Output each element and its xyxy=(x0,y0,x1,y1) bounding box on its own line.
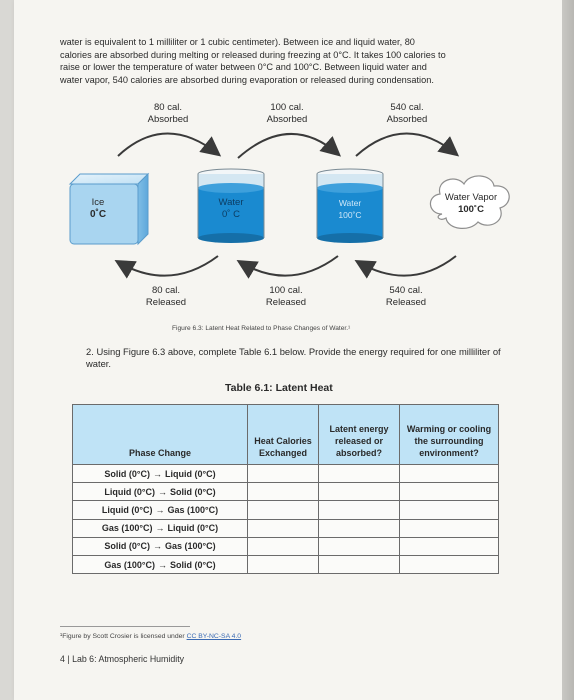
header-latent-energy: Latent energy released or absorbed? xyxy=(319,405,400,465)
vapor-label xyxy=(436,192,506,216)
arrow-icon: → xyxy=(152,541,162,552)
table-row xyxy=(73,465,499,483)
warming-cooling-cell[interactable] xyxy=(400,483,499,501)
heat-calories-cell[interactable] xyxy=(248,537,319,555)
license-link[interactable]: CC BY-NC-SA 4.0 xyxy=(186,633,242,640)
latent-energy-cell[interactable] xyxy=(319,501,400,519)
latent-energy-cell[interactable] xyxy=(319,465,400,483)
bottom-label-1-action: Released xyxy=(145,297,187,308)
phase-from: Solid (0°C) xyxy=(104,468,150,479)
table-row xyxy=(73,483,499,501)
phase-to: Solid (0°C) xyxy=(170,559,216,570)
warming-cooling-cell[interactable] xyxy=(400,537,499,555)
latent-energy-cell[interactable] xyxy=(319,537,400,555)
top-label-1-amount: 80 cal. xyxy=(154,102,182,113)
bottom-label-3-amount: 540 cal. xyxy=(389,285,423,296)
heat-calories-cell[interactable] xyxy=(248,555,319,573)
vapor-temp: 100˚C xyxy=(458,204,484,215)
top-label-2 xyxy=(258,102,316,126)
phase-to: Gas (100°C) xyxy=(164,541,216,552)
phase-from: Gas (100°C) xyxy=(104,559,155,570)
top-label-3-action: Absorbed xyxy=(386,114,428,125)
phase-to: Gas (100°C) xyxy=(167,504,219,515)
vapor-name: Water Vapor xyxy=(444,192,498,203)
water-100c-temp: 100˚C xyxy=(338,210,362,220)
page-footer: 4 | Lab 6: Atmospheric Humidity xyxy=(60,654,185,664)
absorbed-arrow-1 xyxy=(118,133,218,156)
water-100c-name: Water xyxy=(338,198,362,208)
phase-from: Liquid (0°C) xyxy=(104,486,155,497)
header-warming-cooling: Warming or cooling the surrounding environment? xyxy=(400,405,499,465)
warming-cooling-cell[interactable] xyxy=(400,465,499,483)
phase-change-cell xyxy=(73,465,248,483)
top-label-3-amount: 540 cal. xyxy=(390,102,424,113)
phase-from: Solid (0°C) xyxy=(104,541,150,552)
phase-change-cell xyxy=(73,483,248,501)
question-number: 2. xyxy=(86,346,94,357)
warming-cooling-cell[interactable] xyxy=(400,555,499,573)
bottom-label-1-amount: 80 cal. xyxy=(152,285,180,296)
ice-temp: 0˚C xyxy=(89,209,107,220)
bottom-label-3 xyxy=(376,285,436,309)
released-arrow-1 xyxy=(118,256,218,276)
bottom-label-1 xyxy=(136,285,196,309)
water-0c-label xyxy=(203,197,259,221)
table-row xyxy=(73,501,499,519)
intro-line: water is equivalent to 1 milliliter or 1 cubic centimeter). Between ice and liquid water, 80 xyxy=(60,37,415,47)
phase-change-cell xyxy=(73,537,248,555)
bottom-label-2 xyxy=(256,285,316,309)
ice-name: Ice xyxy=(91,197,105,208)
top-label-1 xyxy=(140,102,196,126)
heat-calories-cell[interactable] xyxy=(248,465,319,483)
phase-to: Liquid (0°C) xyxy=(167,523,219,534)
intro-line: water vapor, 540 calories are absorbed during evaporation or released during condensation. xyxy=(60,74,434,85)
arrow-icon: → xyxy=(155,523,165,534)
heat-calories-cell[interactable] xyxy=(248,519,319,537)
header-heat-calories: Heat Calories Exchanged xyxy=(248,405,319,465)
bottom-label-2-action: Released xyxy=(265,297,307,308)
figure-caption: Figure 6.3: Latent Heat Related to Phase Changes of Water.¹ xyxy=(172,325,351,332)
arrow-icon: → xyxy=(158,559,167,570)
phase-from: Gas (100°C) xyxy=(101,523,153,534)
intro-line: calories are absorbed during melting or released during freezing at 0°C. It takes 100 calories to xyxy=(60,49,446,60)
latent-energy-cell[interactable] xyxy=(319,555,400,573)
arrow-icon: → xyxy=(153,468,162,479)
phase-change-cell xyxy=(73,555,248,573)
water-100c-label xyxy=(322,197,378,221)
latent-energy-cell[interactable] xyxy=(319,483,400,501)
phase-from: Liquid (0°C) xyxy=(101,504,153,515)
absorbed-arrow-2 xyxy=(238,134,338,158)
footnote xyxy=(60,633,241,640)
arrow-icon: → xyxy=(157,486,167,497)
top-label-1-action: Absorbed xyxy=(147,114,189,125)
question-2 xyxy=(86,346,506,370)
table-title: Table 6.1: Latent Heat xyxy=(225,382,333,394)
question-text: Using Figure 6.3 above, complete Table 6.1 below. Provide the energy required for one milliliter of water. xyxy=(86,346,501,369)
water-0c-name: Water xyxy=(218,197,244,208)
ice-label xyxy=(76,197,120,221)
latent-heat-table xyxy=(72,404,499,574)
released-arrow-2 xyxy=(240,256,338,276)
latent-heat-figure xyxy=(0,0,574,330)
bottom-label-2-amount: 100 cal. xyxy=(269,285,303,296)
released-arrow-3 xyxy=(358,256,456,276)
footnote-rule xyxy=(60,626,190,627)
phase-to: Liquid (0°C) xyxy=(165,468,216,479)
table-row xyxy=(73,555,499,573)
top-label-2-amount: 100 cal. xyxy=(270,102,304,113)
bottom-label-3-action: Released xyxy=(385,297,427,308)
heat-calories-cell[interactable] xyxy=(248,501,319,519)
latent-energy-cell[interactable] xyxy=(319,519,400,537)
warming-cooling-cell[interactable] xyxy=(400,519,499,537)
phase-to: Solid (0°C) xyxy=(169,486,216,497)
water-0c-temp: 0˚ C xyxy=(222,209,240,220)
top-label-2-action: Absorbed xyxy=(266,114,308,125)
absorbed-arrow-3 xyxy=(356,133,456,156)
top-label-3 xyxy=(378,102,436,126)
warming-cooling-cell[interactable] xyxy=(400,501,499,519)
phase-change-cell xyxy=(73,501,248,519)
heat-calories-cell[interactable] xyxy=(248,483,319,501)
footnote-text: ¹Figure by Scott Crosier is licensed under xyxy=(60,633,187,640)
table-row xyxy=(73,537,499,555)
arrow-icon: → xyxy=(155,504,165,515)
intro-line: raise or lower the temperature of water between 0°C and 100°C. Between liquid water and xyxy=(60,62,427,73)
table-row xyxy=(73,519,499,537)
phase-change-cell xyxy=(73,519,248,537)
header-phase-change: Phase Change xyxy=(73,405,248,465)
